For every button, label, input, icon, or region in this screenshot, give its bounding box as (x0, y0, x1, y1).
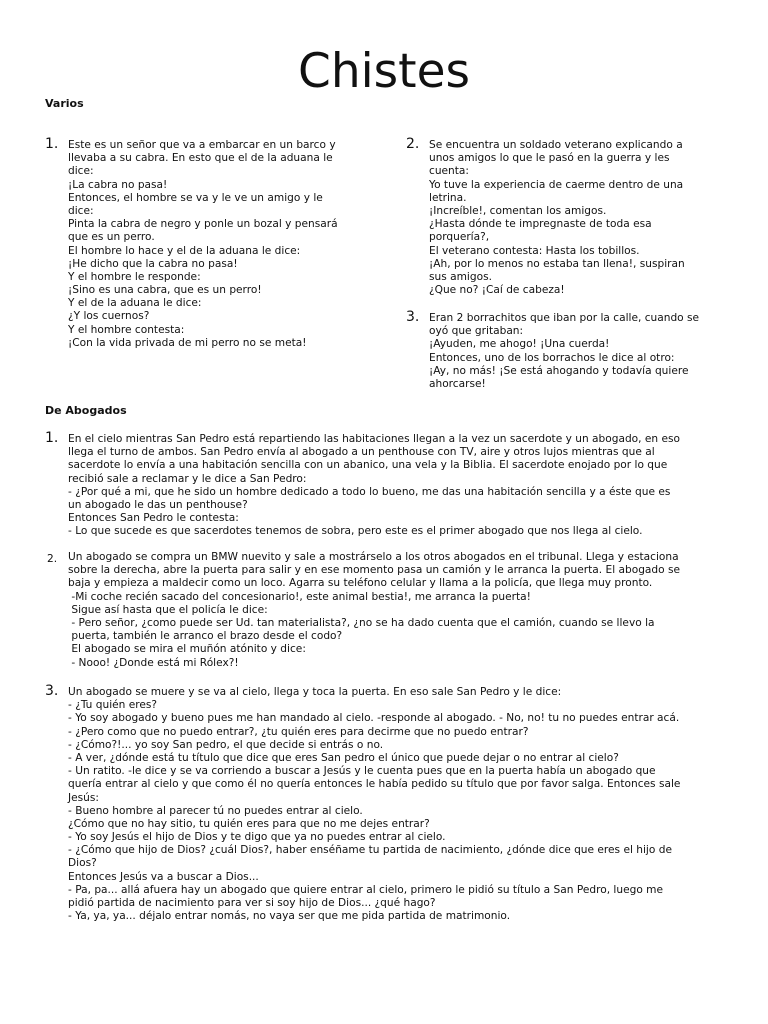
text-line: Entonces, el hombre se va y le ve un amigo y le (68, 191, 323, 204)
text-line: - Lo que sucede es que sacerdotes tenemos de sobra, pero este es el primer abogado que nos llega al cielo. (68, 525, 643, 538)
text-line: puerta, también le arranco el brazo desde el codo? (68, 630, 343, 643)
text-line: recibió sale a reclamar y le dice a San Pedro: (68, 472, 307, 485)
text-line: ¡He dicho que la cabra no pasa! (68, 257, 238, 270)
text-line: El veterano contesta: Hasta los tobillos. (429, 244, 640, 257)
text-line: cuenta: (429, 165, 469, 178)
text-line: ¡Con la vida privada de mi perro no se meta! (68, 336, 307, 349)
text-line: - Pero señor, ¿como puede ser Ud. tan materialista?, ¿no se ha dado cuenta que el camión, cuando se llevo la (68, 616, 655, 629)
text-line: Entonces, uno de los borrachos le dice al otro: (429, 351, 675, 364)
text-line: quería entrar al cielo y que como él no quería entonces le había pedido su título que por favor salga. Entonces sale (68, 778, 681, 791)
text-line: Eran 2 borrachitos que iban por la calle, cuando se (429, 312, 700, 324)
text-line: - A ver, ¿dónde está tu título que dice que eres San pedro el único que puede dejar o no entrar al cielo? (68, 751, 619, 764)
joke-number: 2. (406, 136, 420, 152)
text-line: ¿Y los cuernos? (68, 310, 150, 323)
text-line: Y el de la aduana le dice: (68, 297, 202, 310)
section-heading-abogados: De Abogados (45, 404, 127, 417)
text-line: Un abogado se muere y se va al cielo, llega y toca la puerta. En eso sale San Pedro y le dice: (68, 686, 562, 698)
text-line: - ¿Cómo?!... yo soy San pedro, el que decide si entrás o no. (68, 738, 384, 751)
joke-number: 3. (45, 683, 59, 699)
text-line: El hombre lo hace y el de la aduana le dice: (68, 244, 301, 257)
text-line: - Yo soy abogado y bueno pues me han mandado al cielo. -responde al abogado. - No, no! tu no puedes entrar acá. (68, 712, 680, 725)
text-line: Yo tuve la experiencia de caerme dentro de una (429, 178, 684, 191)
text-line: ¡Increíble!, comentan los amigos. (429, 204, 607, 217)
text-line: ¿Hasta dónde te impregnaste de toda esa (429, 218, 652, 231)
text-line: ¿Que no? ¡Caí de cabeza! (429, 284, 565, 297)
text-line: El abogado se mira el muñón atónito y dice: (68, 643, 306, 656)
text-line: ahorcarse! (429, 377, 486, 390)
text-line: Sigue así hasta que el policía le dice: (68, 603, 268, 616)
text-line: - ¿Por qué a mi, que he sido un hombre dedicado a todo lo bueno, me das una habitación sencilla y a éste que es (68, 485, 671, 498)
text-line: - Yo soy Jesús el hijo de Dios y te digo que ya no puedes entrar al cielo. (68, 831, 446, 844)
section-heading-varios: Varios (45, 97, 84, 110)
text-line: -Mi coche recién sacado del concesionario!, este animal bestia!, me arranca la puerta! (68, 590, 531, 603)
text-line: - ¿Pero como que no puedo entrar?, ¿tu quién eres para decirme que no puedo entrar? (68, 725, 529, 738)
text-line: letrina. (429, 191, 467, 204)
text-line: llega el turno de ambos. San Pedro envía al abogado a un penthouse con TV, aire y otros lujos mientras que al (68, 446, 655, 459)
text-line: Y el hombre contesta: (68, 323, 185, 336)
text-line: un abogado le das un penthouse? (68, 498, 248, 511)
text-line: Este es un señor que va a embarcar en un barco y (68, 139, 336, 151)
text-line: unos amigos lo que le pasó en la guerra y les (429, 152, 670, 165)
text-line: - Bueno hombre al parecer tú no puedes entrar al cielo. (68, 804, 363, 817)
text-line: sobre la derecha, abre la puerta para salir y en ese momento pasa un camión y le arranca la puerta. El abogado se (68, 564, 681, 577)
text-line: - ¿Cómo que hijo de Dios? ¿cuál Dios?, haber enséñame tu partida de nacimiento, ¿dónde dice que eres el hijo de (68, 844, 672, 857)
text-line: Un abogado se compra un BMW nuevito y sale a mostrárselo a los otros abogados en el tribunal. Llega y estaciona (68, 551, 679, 563)
joke-number: 2. (47, 553, 58, 565)
text-line: ¡La cabra no pasa! (68, 178, 168, 191)
text-line: que es un perro. (68, 231, 155, 244)
text-line: ¡Ay, no más! ¡Se está ahogando y todavía quiere (429, 364, 689, 377)
text-line: porquería?, (429, 231, 490, 244)
text-line: - Nooo! ¿Donde está mi Rólex?! (68, 656, 239, 669)
text-line: Jesús: (68, 791, 99, 804)
joke-number: 1. (45, 136, 59, 152)
text-line: baja y empieza a maldecir como un loco. Agarra su teléfono celular y llama a la policía, que llega muy pronto. (68, 577, 653, 590)
joke-text (68, 139, 390, 350)
text-line: sus amigos. (429, 270, 492, 283)
text-line: oyó que gritaban: (429, 325, 524, 338)
text-line: sacerdote lo envía a una habitación sencilla con un abanico, una vela y la Biblia. El sacerdote enojado por lo que (68, 459, 668, 472)
text-line: Pinta la cabra de negro y ponle un bozal y pensará (68, 218, 338, 231)
text-line: Y el hombre le responde: (68, 270, 201, 283)
joke-number: 1. (45, 430, 59, 446)
joke-text (68, 686, 745, 923)
text-line: dice: (68, 204, 94, 217)
text-line: Entonces Jesús va a buscar a Dios... (68, 870, 259, 883)
joke-text (68, 433, 745, 539)
text-line: dice: (68, 165, 94, 178)
text-line: Se encuentra un soldado veterano explicando a (429, 139, 683, 151)
text-line: pidió partida de nacimiento para ver si soy hijo de Dios... ¿qué hago? (68, 897, 436, 909)
text-line: ¡Sino es una cabra, que es un perro! (68, 284, 262, 297)
joke-text (429, 139, 746, 297)
text-line: ¡Ayuden, me ahogo! ¡Una cuerda! (429, 338, 610, 351)
text-line: - ¿Tu quién eres? (68, 699, 158, 712)
text-line: En el cielo mientras San Pedro está repartiendo las habitaciones llegan a la vez un sacerdote y un abogado, en eso (68, 433, 681, 445)
text-line: ¿Cómo que no hay sitio, tu quién eres para que no me dejes entrar? (68, 817, 430, 830)
text-line: - Un ratito. -le dice y se va corriendo a buscar a Jesús y le cuenta pues que en la puerta había un abogado que (68, 765, 656, 778)
text-line: Dios? (68, 857, 97, 870)
document-title: Chistes (298, 44, 470, 99)
joke-text (429, 312, 746, 391)
text-line: - Ya, ya, ya... déjalo entrar nomás, no vaya ser que me pida partida de matrimonio. (68, 910, 511, 923)
joke-text (68, 551, 745, 670)
text-line: llevaba a su cabra. En esto que el de la aduana le (68, 152, 333, 165)
text-line: Entonces San Pedro le contesta: (68, 512, 239, 525)
text-line: - Pa, pa... allá afuera hay un abogado que quiere entrar al cielo, primero le pidió su título a San Pedro, luego me (68, 883, 664, 896)
text-line: ¡Ah, por lo menos no estaba tan llena!, suspiran (429, 257, 685, 270)
joke-number: 3. (406, 309, 420, 325)
